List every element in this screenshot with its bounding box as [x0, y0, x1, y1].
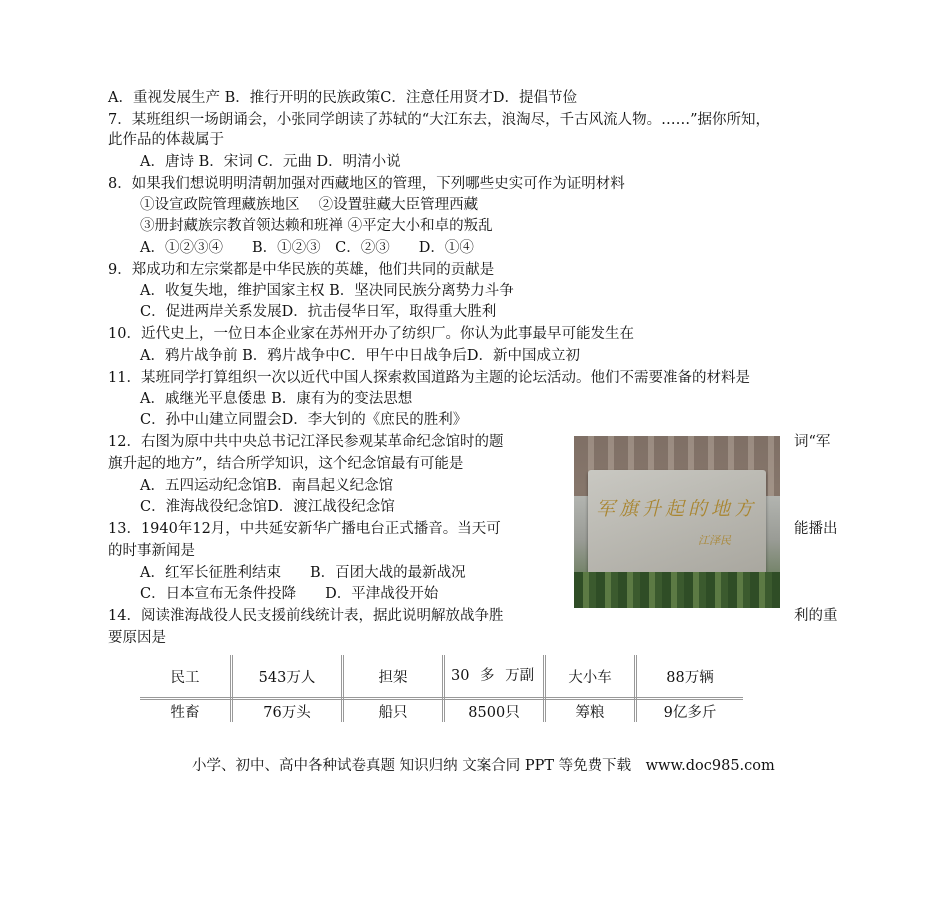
q12-stem-cont: 旗升起的地方”，结合所学知识，这个纪念馆最有可能是 [108, 456, 464, 472]
q9-options-cd: C．促进两岸关系发展D．抗击侵华日军，取得重大胜利 [140, 304, 497, 320]
q13-stem: 13．1940年12月，中共延安新华广播电台正式播音。当天可 [108, 521, 501, 537]
q14-stem: 14．阅读淮海战役人民支援前线统计表，据此说明解放战争胜 [108, 608, 504, 624]
q11-stem: 11．某班同学打算组织一次以近代中国人探索救国道路为主题的论坛活动。他们不需要准备的材料是 [108, 370, 750, 386]
q14-stem-cont: 要原因是 [108, 630, 166, 646]
table-cell: 船只 [343, 699, 444, 723]
q13-stem-right: 能播出 [794, 521, 838, 537]
q7-stem: 7．某班组织一场朗诵会，小张同学朗读了苏轼的“大江东去，浪淘尽，千古风流人物。……”据你所知， [108, 112, 771, 128]
table-cell: 76万头 [232, 699, 343, 723]
photo-signature: 江泽民 [698, 534, 731, 547]
q10-options: A．鸦片战争前 B．鸦片战争中C．甲午中日战争后D．新中国成立初 [140, 348, 580, 364]
memorial-stone-photo [574, 436, 780, 608]
table-cell: 担架 [343, 655, 444, 699]
q7-stem-cont: 此作品的体裁属于 [108, 132, 224, 148]
table-cell: 筹粮 [545, 699, 636, 723]
table-cell: 30 多 万副 [444, 655, 545, 699]
q8-item-3-4: ③册封藏族宗教首领达赖和班禅 ④平定大小和卓的叛乱 [140, 218, 493, 234]
table-cell: 牲畜 [140, 699, 232, 723]
q13-options-cd: C．日本宣布无条件投降 D．平津战役开始 [140, 586, 439, 602]
q13-stem-cont: 的时事新闻是 [108, 543, 195, 559]
q8-stem: 8．如果我们想说明明清朝加强对西藏地区的管理，下列哪些史实可作为证明材料 [108, 176, 625, 192]
table-row [140, 655, 743, 699]
q7-options: A．唐诗 B．宋词 C．元曲 D．明清小说 [140, 154, 401, 170]
q12-options-cd: C．淮海战役纪念馆D．渡江战役纪念馆 [140, 499, 395, 515]
footer-text: 小学、初中、高中各种试卷真题 知识归纳 文案合同 PPT 等免费下载 www.doc985.com [192, 758, 775, 774]
table-cell: 8500只 [444, 699, 545, 723]
table-cell: 大小车 [545, 655, 636, 699]
q11-options-cd: C．孙中山建立同盟会D．李大钊的《庶民的胜利》 [140, 412, 468, 428]
huaihai-support-table [140, 655, 743, 722]
table-cell: 民工 [140, 655, 232, 699]
q12-stem-right: 词“军 [794, 434, 831, 450]
table-cell: 88万辆 [636, 655, 744, 699]
q10-stem: 10．近代史上，一位日本企业家在苏州开办了纺织厂。你认为此事最早可能发生在 [108, 326, 634, 342]
q13-options-ab: A．红军长征胜利结束 B．百团大战的最新战况 [140, 565, 466, 581]
q11-options-ab: A．戚继光平息倭患 B．康有为的变法思想 [140, 391, 413, 407]
q8-item-1-2: ①设宣政院管理藏族地区 ②设置驻藏大臣管理西藏 [140, 197, 479, 213]
table-cell: 9亿多斤 [663, 704, 717, 721]
q8-options: A．①②③④ B．①②③ C．②③ D．①④ [140, 240, 474, 256]
photo-trees [574, 572, 780, 608]
q6-options: A．重视发展生产 B．推行开明的民族政策C．注意任用贤才D．提倡节俭 [108, 90, 577, 106]
table-row [140, 699, 743, 723]
q12-options-ab: A．五四运动纪念馆B．南昌起义纪念馆 [140, 478, 394, 494]
q9-options-ab: A．收复失地，维护国家主权 B．坚决同民族分离势力斗争 [140, 283, 514, 299]
q14-stem-right: 利的重 [794, 608, 838, 624]
q12-stem: 12．右图为原中共中央总书记江泽民参观某革命纪念馆时的题 [108, 434, 504, 450]
photo-stone-tablet [588, 470, 766, 582]
table-cell: 543万人 [232, 655, 343, 699]
photo-inscription: 军旗升起的地方 [596, 498, 758, 520]
q9-stem: 9．郑成功和左宗棠都是中华民族的英雄，他们共同的贡献是 [108, 262, 495, 278]
